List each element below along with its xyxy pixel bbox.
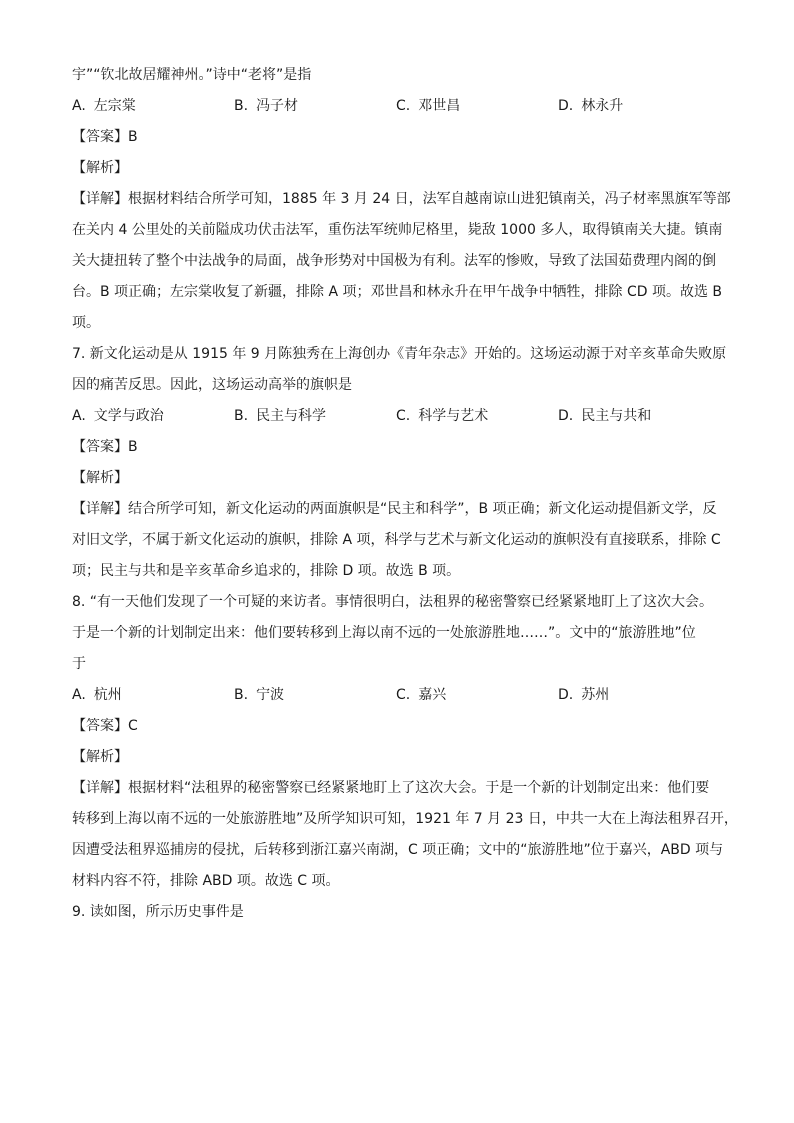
q8-option-a: A. 杭州 <box>72 687 122 703</box>
q7-answer: 【答案】B <box>72 439 138 455</box>
q8-analysis-label: 【解析】 <box>72 749 128 765</box>
q6-option-b: B. 冯子材 <box>234 98 299 114</box>
q7-detail-line: 对旧文学，不属于新文化运动的旗帜，排除 A 项，科学与艺术与新文化运动的旗帜没有直接联系，排除 C <box>72 532 721 548</box>
q8-stem-line: 8. “有一天他们发现了一个可疑的来访者。事情很明白，法租界的秘密警察已经紧紧地盯上了这次大会。 <box>72 594 714 610</box>
q7-option-c: C. 科学与艺术 <box>396 408 489 424</box>
q8-detail-line: 材料内容不符，排除 ABD 项。故选 C 项。 <box>72 873 340 889</box>
q6-detail-line: 关大捷扭转了整个中法战争的局面，战争形势对中国极为有利。法军的惨败，导致了法国茹费理内阁的倒 <box>72 253 716 269</box>
q6-options <box>72 91 722 122</box>
q7-detail-line: 项；民主与共和是辛亥革命乡追求的，排除 D 项。故选 B 项。 <box>72 563 461 579</box>
q8-stem-line: 于是一个新的计划制定出来：他们要转移到上海以南不远的一处旅游胜地……”。文中的“旅游胜地”位 <box>72 625 696 641</box>
q6-detail-line: 【详解】根据材料结合所学可知，1885 年 3 月 24 日，法军自越南谅山进犯镇南关，冯子材率黑旗军等部 <box>72 191 731 207</box>
q7-detail-line: 【详解】结合所学可知，新文化运动的两面旗帜是“民主和科学”，B 项正确；新文化运动提倡新文学，反 <box>72 501 717 517</box>
exam-page <box>72 60 738 928</box>
q7-option-a: A. 文学与政治 <box>72 408 164 424</box>
q6-option-a: A. 左宗棠 <box>72 98 136 114</box>
q6-option-d: D. 林永升 <box>558 98 624 114</box>
q8-detail-line: 【详解】根据材料“法租界的秘密警察已经紧紧地盯上了这次大会。于是一个新的计划制定出来：他们要 <box>72 780 710 796</box>
q7-stem-line: 7. 新文化运动是从 1915 年 9 月陈独秀在上海创办《青年杂志》开始的。这场运动源于对辛亥革命失败原 <box>72 346 727 362</box>
q8-detail-line: 因遭受法租界巡捕房的侵扰，后转移到浙江嘉兴南湖，C 项正确；文中的“旅游胜地”位于嘉兴，ABD 项与 <box>72 842 724 858</box>
q6-answer: 【答案】B <box>72 129 138 145</box>
q8-option-c: C. 嘉兴 <box>396 687 447 703</box>
q9-stem: 9. 读如图，所示历史事件是 <box>72 904 244 920</box>
q8-detail-line: 转移到上海以南不远的一处旅游胜地”及所学知识可知，1921 年 7 月 23 日，中共一大在上海法租界召开， <box>72 811 738 827</box>
q8-stem-line: 于 <box>72 656 86 672</box>
q6-option-c: C. 邓世昌 <box>396 98 461 114</box>
q8-options <box>72 680 722 711</box>
q7-option-d: D. 民主与共和 <box>558 408 652 424</box>
q6-analysis-label: 【解析】 <box>72 160 128 176</box>
q7-option-b: B. 民主与科学 <box>234 408 327 424</box>
q7-options <box>72 401 722 432</box>
q8-option-d: D. 苏州 <box>558 687 610 703</box>
q8-option-b: B. 宁波 <box>234 687 285 703</box>
q6-detail-line: 在关内 4 公里处的关前隘成功伏击法军，重伤法军统帅尼格里，毙敌 1000 多人，取得镇南关大捷。镇南 <box>72 222 723 238</box>
q7-stem-line: 因的痛苦反思。因此，这场运动高举的旗帜是 <box>72 377 352 393</box>
q8-answer: 【答案】C <box>72 718 138 734</box>
q6-stem: 宇”“钦北故居耀神州。”诗中“老将”是指 <box>72 67 312 83</box>
q6-detail-line: 台。B 项正确；左宗棠收复了新疆，排除 A 项；邓世昌和林永升在甲午战争中牺牲，排除 CD 项。故选 B <box>72 284 723 300</box>
q6-detail-line: 项。 <box>72 315 100 331</box>
q7-analysis-label: 【解析】 <box>72 470 128 486</box>
